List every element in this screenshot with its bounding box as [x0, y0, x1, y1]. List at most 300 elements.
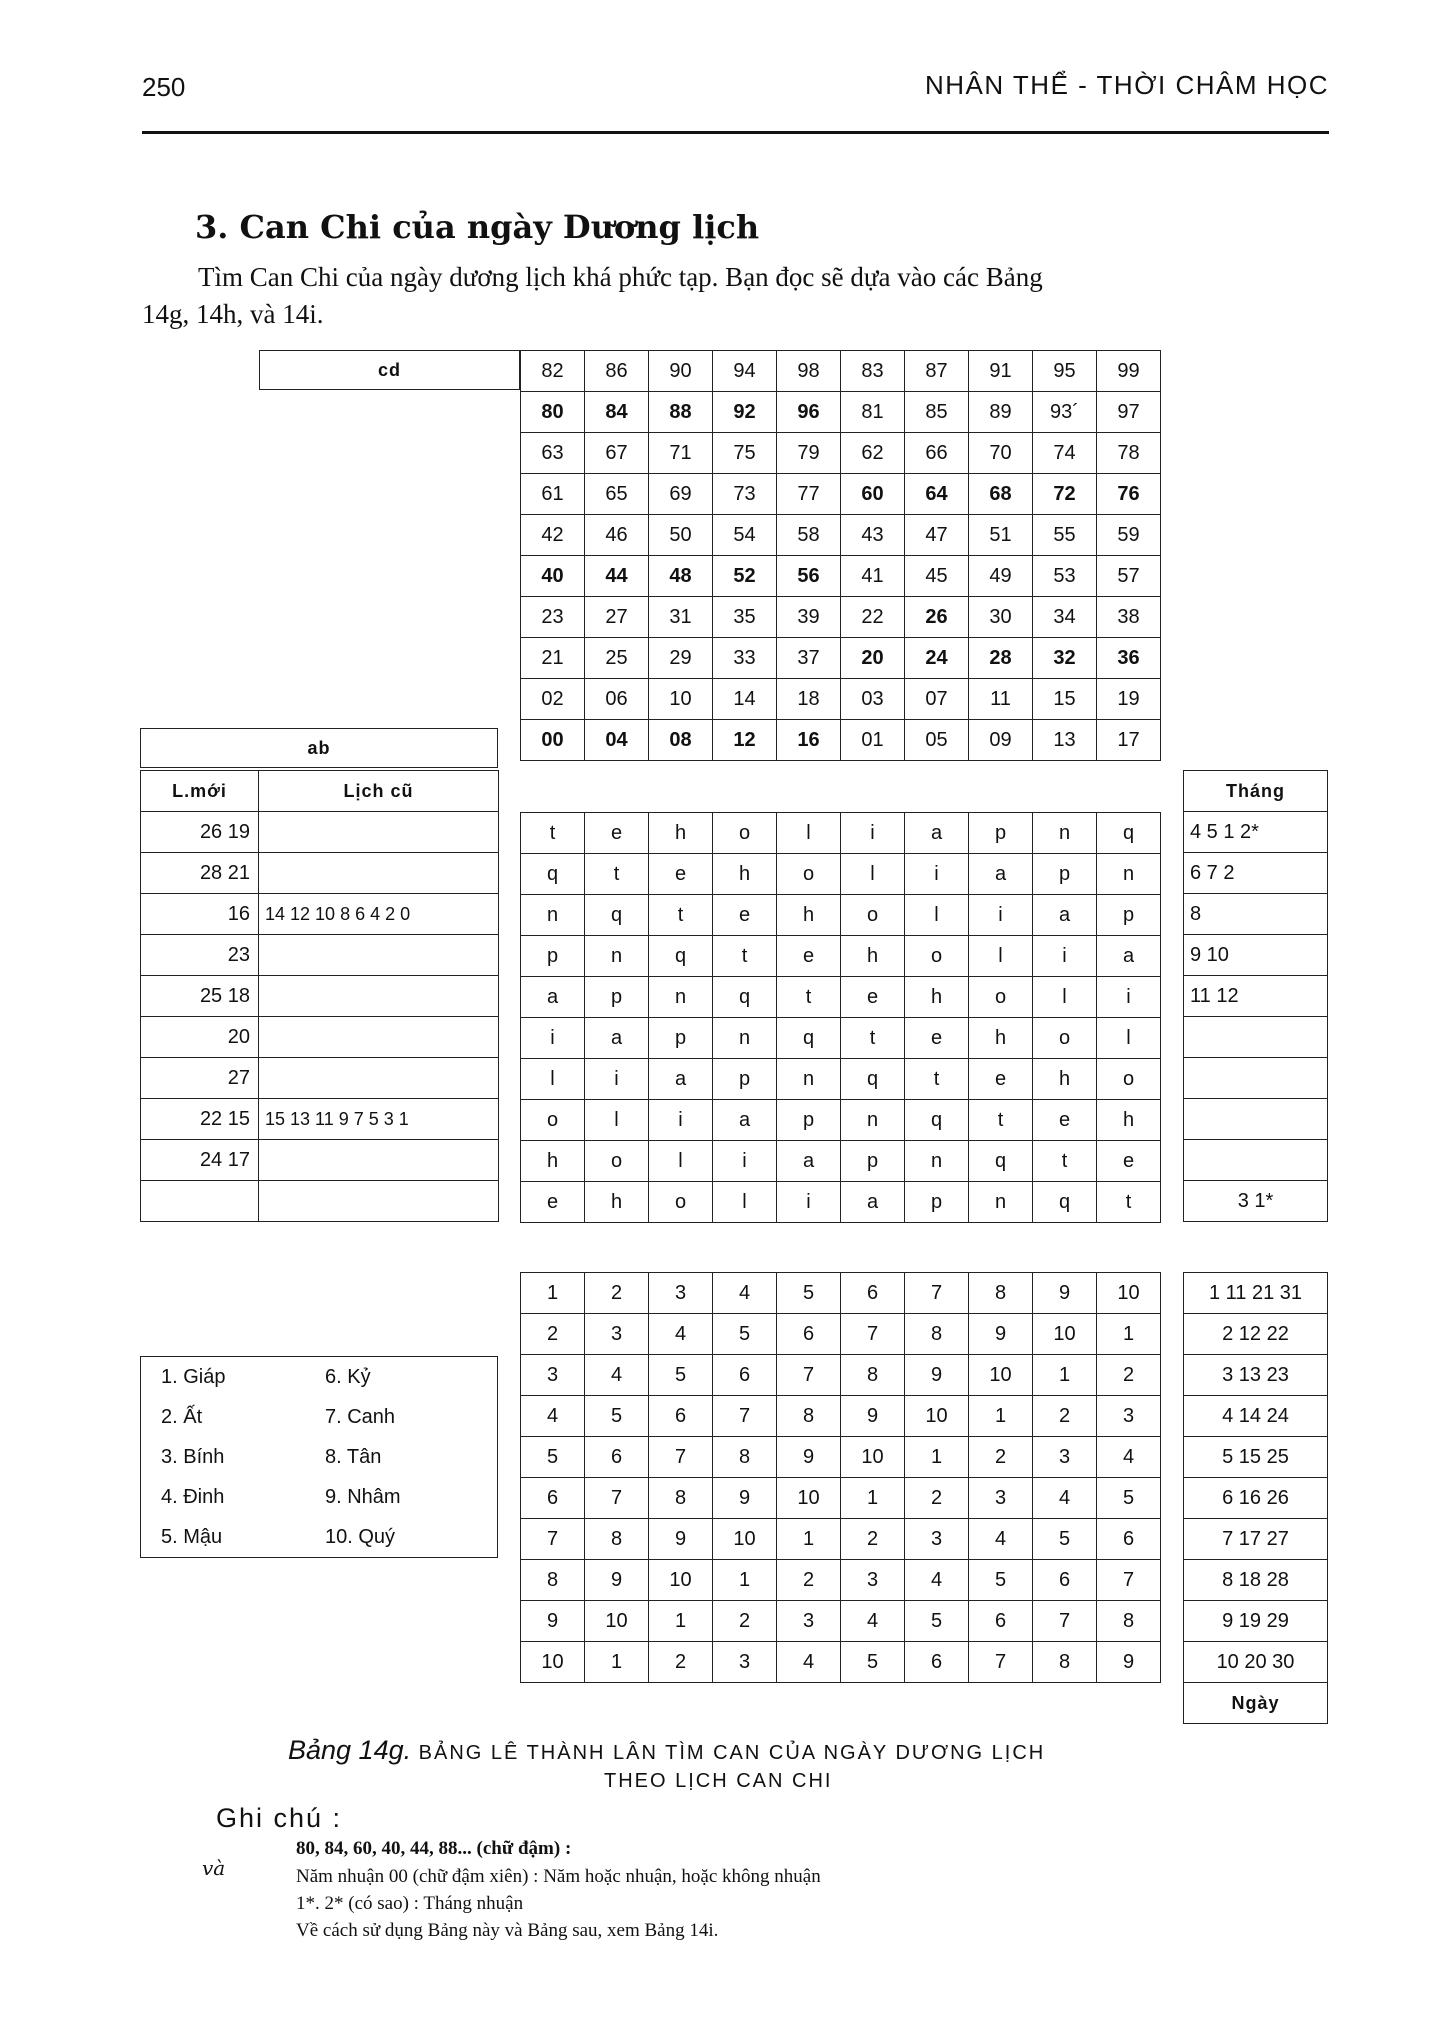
legend-row — [141, 1357, 498, 1398]
number-row — [521, 1396, 1161, 1437]
number-cell: 5 — [969, 1560, 1033, 1601]
header-rule — [142, 131, 1329, 134]
month-cell: 4 5 1 2* — [1184, 812, 1328, 853]
year-cell: 68 — [969, 474, 1033, 515]
year-cell: 72 — [1033, 474, 1097, 515]
year-cell: 85 — [905, 392, 969, 433]
year-row — [521, 679, 1161, 720]
year-cell: 33 — [713, 638, 777, 679]
year-cell: 43 — [841, 515, 905, 556]
old-calendar-cell — [259, 1058, 499, 1099]
number-cell: 6 — [521, 1478, 585, 1519]
number-row — [521, 1642, 1161, 1683]
letter-row — [521, 936, 1161, 977]
year-cell: 46 — [585, 515, 649, 556]
number-cell: 8 — [713, 1437, 777, 1478]
day-row — [1184, 1273, 1328, 1314]
letter-cell: p — [649, 1018, 713, 1059]
century-row — [141, 1099, 499, 1140]
letter-cell: n — [841, 1100, 905, 1141]
year-cell: 65 — [585, 474, 649, 515]
number-cell: 3 — [969, 1478, 1033, 1519]
letter-cell: a — [649, 1059, 713, 1100]
number-cell: 2 — [841, 1519, 905, 1560]
number-cell: 6 — [841, 1273, 905, 1314]
century-row — [141, 1140, 499, 1181]
number-cell: 1 — [713, 1560, 777, 1601]
letter-cell: o — [1033, 1018, 1097, 1059]
caption-line-2: THEO LỊCH CAN CHI — [604, 1770, 833, 1792]
number-cell: 7 — [649, 1437, 713, 1478]
legend-row — [141, 1477, 498, 1517]
year-cell: 91 — [969, 351, 1033, 392]
letter-cell: e — [841, 977, 905, 1018]
year-row — [521, 720, 1161, 761]
letter-cell: a — [841, 1182, 905, 1223]
number-row — [521, 1560, 1161, 1601]
month-row — [1184, 976, 1328, 1017]
number-cell: 9 — [969, 1314, 1033, 1355]
day-cell: 9 19 29 — [1184, 1601, 1328, 1642]
letter-cell: e — [649, 854, 713, 895]
note-1: 80, 84, 60, 40, 44, 88... (chữ đậm) : — [296, 1838, 572, 1859]
year-cell: 83 — [841, 351, 905, 392]
letter-row — [521, 1059, 1161, 1100]
year-cell: 16 — [777, 720, 841, 761]
letter-row — [521, 854, 1161, 895]
cd-label: cd — [260, 351, 520, 390]
letter-cell: t — [905, 1059, 969, 1100]
year-cell: 05 — [905, 720, 969, 761]
day-row — [1184, 1314, 1328, 1355]
month-row — [1184, 1140, 1328, 1181]
year-cell: 94 — [713, 351, 777, 392]
year-cell: 34 — [1033, 597, 1097, 638]
number-cell: 7 — [777, 1355, 841, 1396]
new-calendar-cell: 24 17 — [141, 1140, 259, 1181]
new-calendar-cell: 27 — [141, 1058, 259, 1099]
letter-cell: p — [905, 1182, 969, 1223]
ab-label-box — [140, 728, 498, 768]
number-cell: 4 — [713, 1273, 777, 1314]
number-cell: 9 — [905, 1355, 969, 1396]
letter-cell: i — [905, 854, 969, 895]
day-cell: 4 14 24 — [1184, 1396, 1328, 1437]
letter-cell: q — [777, 1018, 841, 1059]
number-cell: 5 — [1097, 1478, 1161, 1519]
number-cell: 7 — [905, 1273, 969, 1314]
year-cell: 14 — [713, 679, 777, 720]
can-item: 5. Mậu — [161, 1525, 223, 1548]
number-row — [521, 1273, 1161, 1314]
number-cell: 5 — [649, 1355, 713, 1396]
letter-cell: h — [713, 854, 777, 895]
month-cell: 9 10 — [1184, 935, 1328, 976]
year-cell: 01 — [841, 720, 905, 761]
year-cell: 27 — [585, 597, 649, 638]
letter-cell: l — [1097, 1018, 1161, 1059]
number-cell: 1 — [1033, 1355, 1097, 1396]
number-cell: 7 — [1097, 1560, 1161, 1601]
year-row — [521, 392, 1161, 433]
caption-label: Bảng 14g. — [288, 1735, 412, 1765]
page-number: 250 — [142, 72, 186, 102]
letter-cell: l — [777, 813, 841, 854]
legend-row — [141, 1397, 498, 1437]
letter-cell: p — [1033, 854, 1097, 895]
year-cell: 10 — [649, 679, 713, 720]
number-cell: 10 — [841, 1437, 905, 1478]
letter-cell: e — [1033, 1100, 1097, 1141]
number-cell: 9 — [585, 1560, 649, 1601]
year-cell: 86 — [585, 351, 649, 392]
month-cell: 11 12 — [1184, 976, 1328, 1017]
letter-row — [521, 1141, 1161, 1182]
number-cell: 10 — [1033, 1314, 1097, 1355]
letter-cell: l — [713, 1182, 777, 1223]
ab-label: ab — [141, 729, 498, 768]
year-row — [521, 351, 1161, 392]
can-item: 1. Giáp — [161, 1365, 226, 1388]
number-grid — [520, 1272, 1161, 1683]
day-row — [1184, 1437, 1328, 1478]
letter-cell: t — [1033, 1141, 1097, 1182]
year-cell: 21 — [521, 638, 585, 679]
letter-cell: p — [713, 1059, 777, 1100]
month-row — [1184, 1017, 1328, 1058]
letter-cell: o — [969, 977, 1033, 1018]
number-cell: 6 — [1033, 1560, 1097, 1601]
letter-cell: q — [1097, 813, 1161, 854]
number-cell: 8 — [1033, 1642, 1097, 1683]
letter-cell: i — [521, 1018, 585, 1059]
letter-cell: h — [521, 1141, 585, 1182]
number-cell: 10 — [777, 1478, 841, 1519]
number-cell: 5 — [1033, 1519, 1097, 1560]
number-row — [521, 1314, 1161, 1355]
caption-title-1: BẢNG LÊ THÀNH LÂN TÌM CAN CỦA NGÀY DƯƠNG LỊCH — [418, 1742, 1046, 1764]
year-cell: 90 — [649, 351, 713, 392]
number-cell: 10 — [521, 1642, 585, 1683]
year-cell: 76 — [1097, 474, 1161, 515]
caption-line-1 — [288, 1735, 1045, 1766]
can-item: 7. Canh — [325, 1405, 396, 1428]
number-cell: 4 — [969, 1519, 1033, 1560]
number-cell: 2 — [969, 1437, 1033, 1478]
letter-cell: n — [1097, 854, 1161, 895]
letter-cell: o — [585, 1141, 649, 1182]
year-cell: 58 — [777, 515, 841, 556]
year-cell: 67 — [585, 433, 649, 474]
year-cell: 97 — [1097, 392, 1161, 433]
letter-cell: n — [777, 1059, 841, 1100]
year-row — [521, 597, 1161, 638]
year-cell: 62 — [841, 433, 905, 474]
number-cell: 5 — [521, 1437, 585, 1478]
day-footer-row — [1184, 1683, 1328, 1724]
year-cell: 35 — [713, 597, 777, 638]
letter-cell: h — [841, 936, 905, 977]
day-cell: 2 12 22 — [1184, 1314, 1328, 1355]
letter-cell: i — [1097, 977, 1161, 1018]
number-cell: 9 — [713, 1478, 777, 1519]
day-cell: 10 20 30 — [1184, 1642, 1328, 1683]
year-cell: 51 — [969, 515, 1033, 556]
number-cell: 3 — [585, 1314, 649, 1355]
note-4: Về cách sử dụng Bảng này và Bảng sau, xem Bảng 14i. — [296, 1920, 719, 1941]
letter-cell: e — [521, 1182, 585, 1223]
year-cell: 26 — [905, 597, 969, 638]
year-cell: 60 — [841, 474, 905, 515]
old-calendar-cell — [259, 853, 499, 894]
year-cell: 52 — [713, 556, 777, 597]
letter-cell: e — [713, 895, 777, 936]
letter-cell: q — [905, 1100, 969, 1141]
letter-cell: n — [905, 1141, 969, 1182]
year-cell: 02 — [521, 679, 585, 720]
number-cell: 2 — [649, 1642, 713, 1683]
letter-cell: l — [649, 1141, 713, 1182]
letter-cell: n — [969, 1182, 1033, 1223]
year-cell: 28 — [969, 638, 1033, 679]
number-cell: 4 — [649, 1314, 713, 1355]
number-cell: 7 — [521, 1519, 585, 1560]
year-cell: 78 — [1097, 433, 1161, 474]
number-cell: 1 — [649, 1601, 713, 1642]
year-cell: 81 — [841, 392, 905, 433]
number-cell: 6 — [585, 1437, 649, 1478]
note-2: Năm nhuận 00 (chữ đậm xiên) : Năm hoặc nhuận, hoặc không nhuận — [296, 1866, 821, 1887]
intro-line-1: Tìm Can Chi của ngày dương lịch khá phức tạp. Bạn đọc sẽ dựa vào các Bảng — [198, 262, 1043, 292]
number-cell: 5 — [713, 1314, 777, 1355]
year-cell: 07 — [905, 679, 969, 720]
letter-cell: a — [969, 854, 1033, 895]
letter-cell: p — [969, 813, 1033, 854]
letter-row — [521, 977, 1161, 1018]
letter-cell: i — [585, 1059, 649, 1100]
year-cell: 80 — [521, 392, 585, 433]
number-cell: 4 — [1033, 1478, 1097, 1519]
letter-cell: l — [905, 895, 969, 936]
century-row — [141, 1181, 499, 1222]
month-cell: 3 1* — [1184, 1181, 1328, 1222]
header-new-calendar: L.mới — [141, 771, 259, 812]
year-cell: 22 — [841, 597, 905, 638]
number-row — [521, 1355, 1161, 1396]
number-cell: 8 — [585, 1519, 649, 1560]
number-cell: 6 — [649, 1396, 713, 1437]
old-calendar-cell — [259, 935, 499, 976]
old-calendar-cell — [259, 812, 499, 853]
number-cell: 10 — [1097, 1273, 1161, 1314]
year-cell: 17 — [1097, 720, 1161, 761]
year-cell: 95 — [1033, 351, 1097, 392]
year-cell: 42 — [521, 515, 585, 556]
letter-cell: l — [969, 936, 1033, 977]
number-cell: 9 — [1097, 1642, 1161, 1683]
letter-cell: h — [905, 977, 969, 1018]
year-cell: 06 — [585, 679, 649, 720]
letter-cell: n — [1033, 813, 1097, 854]
number-cell: 2 — [521, 1314, 585, 1355]
new-calendar-cell: 16 — [141, 894, 259, 935]
letter-cell: a — [905, 813, 969, 854]
year-cell: 71 — [649, 433, 713, 474]
letter-cell: p — [841, 1141, 905, 1182]
year-cell: 45 — [905, 556, 969, 597]
day-table — [1183, 1272, 1328, 1724]
number-cell: 9 — [521, 1601, 585, 1642]
year-cell: 04 — [585, 720, 649, 761]
number-cell: 5 — [841, 1642, 905, 1683]
day-row — [1184, 1396, 1328, 1437]
number-cell: 1 — [841, 1478, 905, 1519]
month-row — [1184, 935, 1328, 976]
new-calendar-cell: 23 — [141, 935, 259, 976]
note-3: 1*. 2* (có sao) : Tháng nhuận — [296, 1893, 524, 1914]
number-cell: 10 — [713, 1519, 777, 1560]
year-cell: 63 — [521, 433, 585, 474]
number-cell: 3 — [649, 1273, 713, 1314]
number-cell: 3 — [713, 1642, 777, 1683]
letter-cell: i — [969, 895, 1033, 936]
year-row — [521, 556, 1161, 597]
letter-cell: o — [649, 1182, 713, 1223]
year-row — [521, 638, 1161, 679]
year-cell: 59 — [1097, 515, 1161, 556]
notes-heading: Ghi chú : — [216, 1803, 343, 1833]
month-cell — [1184, 1140, 1328, 1181]
letter-cell: h — [585, 1182, 649, 1223]
letter-cell: a — [1097, 936, 1161, 977]
number-cell: 8 — [969, 1273, 1033, 1314]
number-row — [521, 1519, 1161, 1560]
letter-grid — [520, 812, 1161, 1223]
number-cell: 8 — [1097, 1601, 1161, 1642]
month-row — [1184, 1058, 1328, 1099]
old-calendar-cell: 15 13 11 9 7 5 3 1 — [259, 1099, 499, 1140]
number-cell: 9 — [777, 1437, 841, 1478]
year-cell: 13 — [1033, 720, 1097, 761]
year-cell: 29 — [649, 638, 713, 679]
letter-row — [521, 1018, 1161, 1059]
year-cell: 12 — [713, 720, 777, 761]
year-cell: 11 — [969, 679, 1033, 720]
number-cell: 1 — [905, 1437, 969, 1478]
century-row — [141, 1017, 499, 1058]
letter-cell: o — [713, 813, 777, 854]
year-cell: 74 — [1033, 433, 1097, 474]
year-cell: 75 — [713, 433, 777, 474]
letter-cell: q — [713, 977, 777, 1018]
letter-row — [521, 895, 1161, 936]
century-row — [141, 894, 499, 935]
century-table — [140, 770, 499, 1222]
day-cell: 3 13 23 — [1184, 1355, 1328, 1396]
letter-cell: a — [585, 1018, 649, 1059]
year-cell: 15 — [1033, 679, 1097, 720]
month-row — [1184, 894, 1328, 935]
year-cell: 84 — [585, 392, 649, 433]
month-table — [1183, 770, 1328, 1222]
day-cell: 5 15 25 — [1184, 1437, 1328, 1478]
number-cell: 6 — [713, 1355, 777, 1396]
month-row — [1184, 853, 1328, 894]
number-row — [521, 1437, 1161, 1478]
year-cell: 44 — [585, 556, 649, 597]
year-cell: 77 — [777, 474, 841, 515]
year-cell: 96 — [777, 392, 841, 433]
day-row — [1184, 1478, 1328, 1519]
year-cell: 55 — [1033, 515, 1097, 556]
number-cell: 7 — [969, 1642, 1033, 1683]
year-cell: 20 — [841, 638, 905, 679]
year-cell: 38 — [1097, 597, 1161, 638]
letter-cell: t — [585, 854, 649, 895]
letter-cell: e — [1097, 1141, 1161, 1182]
number-cell: 3 — [1033, 1437, 1097, 1478]
number-cell: 6 — [1097, 1519, 1161, 1560]
letter-cell: o — [905, 936, 969, 977]
year-cell: 31 — [649, 597, 713, 638]
year-cell: 79 — [777, 433, 841, 474]
month-cell: 8 — [1184, 894, 1328, 935]
year-cell: 99 — [1097, 351, 1161, 392]
day-cell: 1 11 21 31 — [1184, 1273, 1328, 1314]
century-row — [141, 935, 499, 976]
number-cell: 3 — [777, 1601, 841, 1642]
number-cell: 9 — [1033, 1273, 1097, 1314]
letter-cell: a — [713, 1100, 777, 1141]
number-cell: 6 — [777, 1314, 841, 1355]
number-cell: 10 — [585, 1601, 649, 1642]
number-cell: 2 — [777, 1560, 841, 1601]
day-row — [1184, 1519, 1328, 1560]
number-cell: 3 — [905, 1519, 969, 1560]
day-cell: 6 16 26 — [1184, 1478, 1328, 1519]
year-cell: 36 — [1097, 638, 1161, 679]
letter-cell: e — [585, 813, 649, 854]
number-cell: 9 — [649, 1519, 713, 1560]
number-cell: 5 — [777, 1273, 841, 1314]
number-cell: 8 — [905, 1314, 969, 1355]
handwritten-mark: và — [202, 1856, 226, 1880]
number-cell: 9 — [841, 1396, 905, 1437]
number-cell: 6 — [969, 1601, 1033, 1642]
year-cell: 98 — [777, 351, 841, 392]
year-cell: 93´ — [1033, 392, 1097, 433]
new-calendar-cell — [141, 1181, 259, 1222]
letter-cell: q — [1033, 1182, 1097, 1223]
year-cell: 09 — [969, 720, 1033, 761]
month-cell — [1184, 1017, 1328, 1058]
letter-cell: e — [905, 1018, 969, 1059]
month-cell: 6 7 2 — [1184, 853, 1328, 894]
letter-cell: l — [1033, 977, 1097, 1018]
year-cell: 47 — [905, 515, 969, 556]
letter-cell: l — [585, 1100, 649, 1141]
year-cell: 70 — [969, 433, 1033, 474]
day-cell: 7 17 27 — [1184, 1519, 1328, 1560]
letter-cell: h — [777, 895, 841, 936]
intro-line-2: 14g, 14h, và 14i. — [142, 299, 324, 329]
letter-cell: t — [713, 936, 777, 977]
letter-cell: q — [969, 1141, 1033, 1182]
number-cell: 1 — [585, 1642, 649, 1683]
number-cell: 10 — [649, 1560, 713, 1601]
year-cell: 53 — [1033, 556, 1097, 597]
number-cell: 5 — [905, 1601, 969, 1642]
